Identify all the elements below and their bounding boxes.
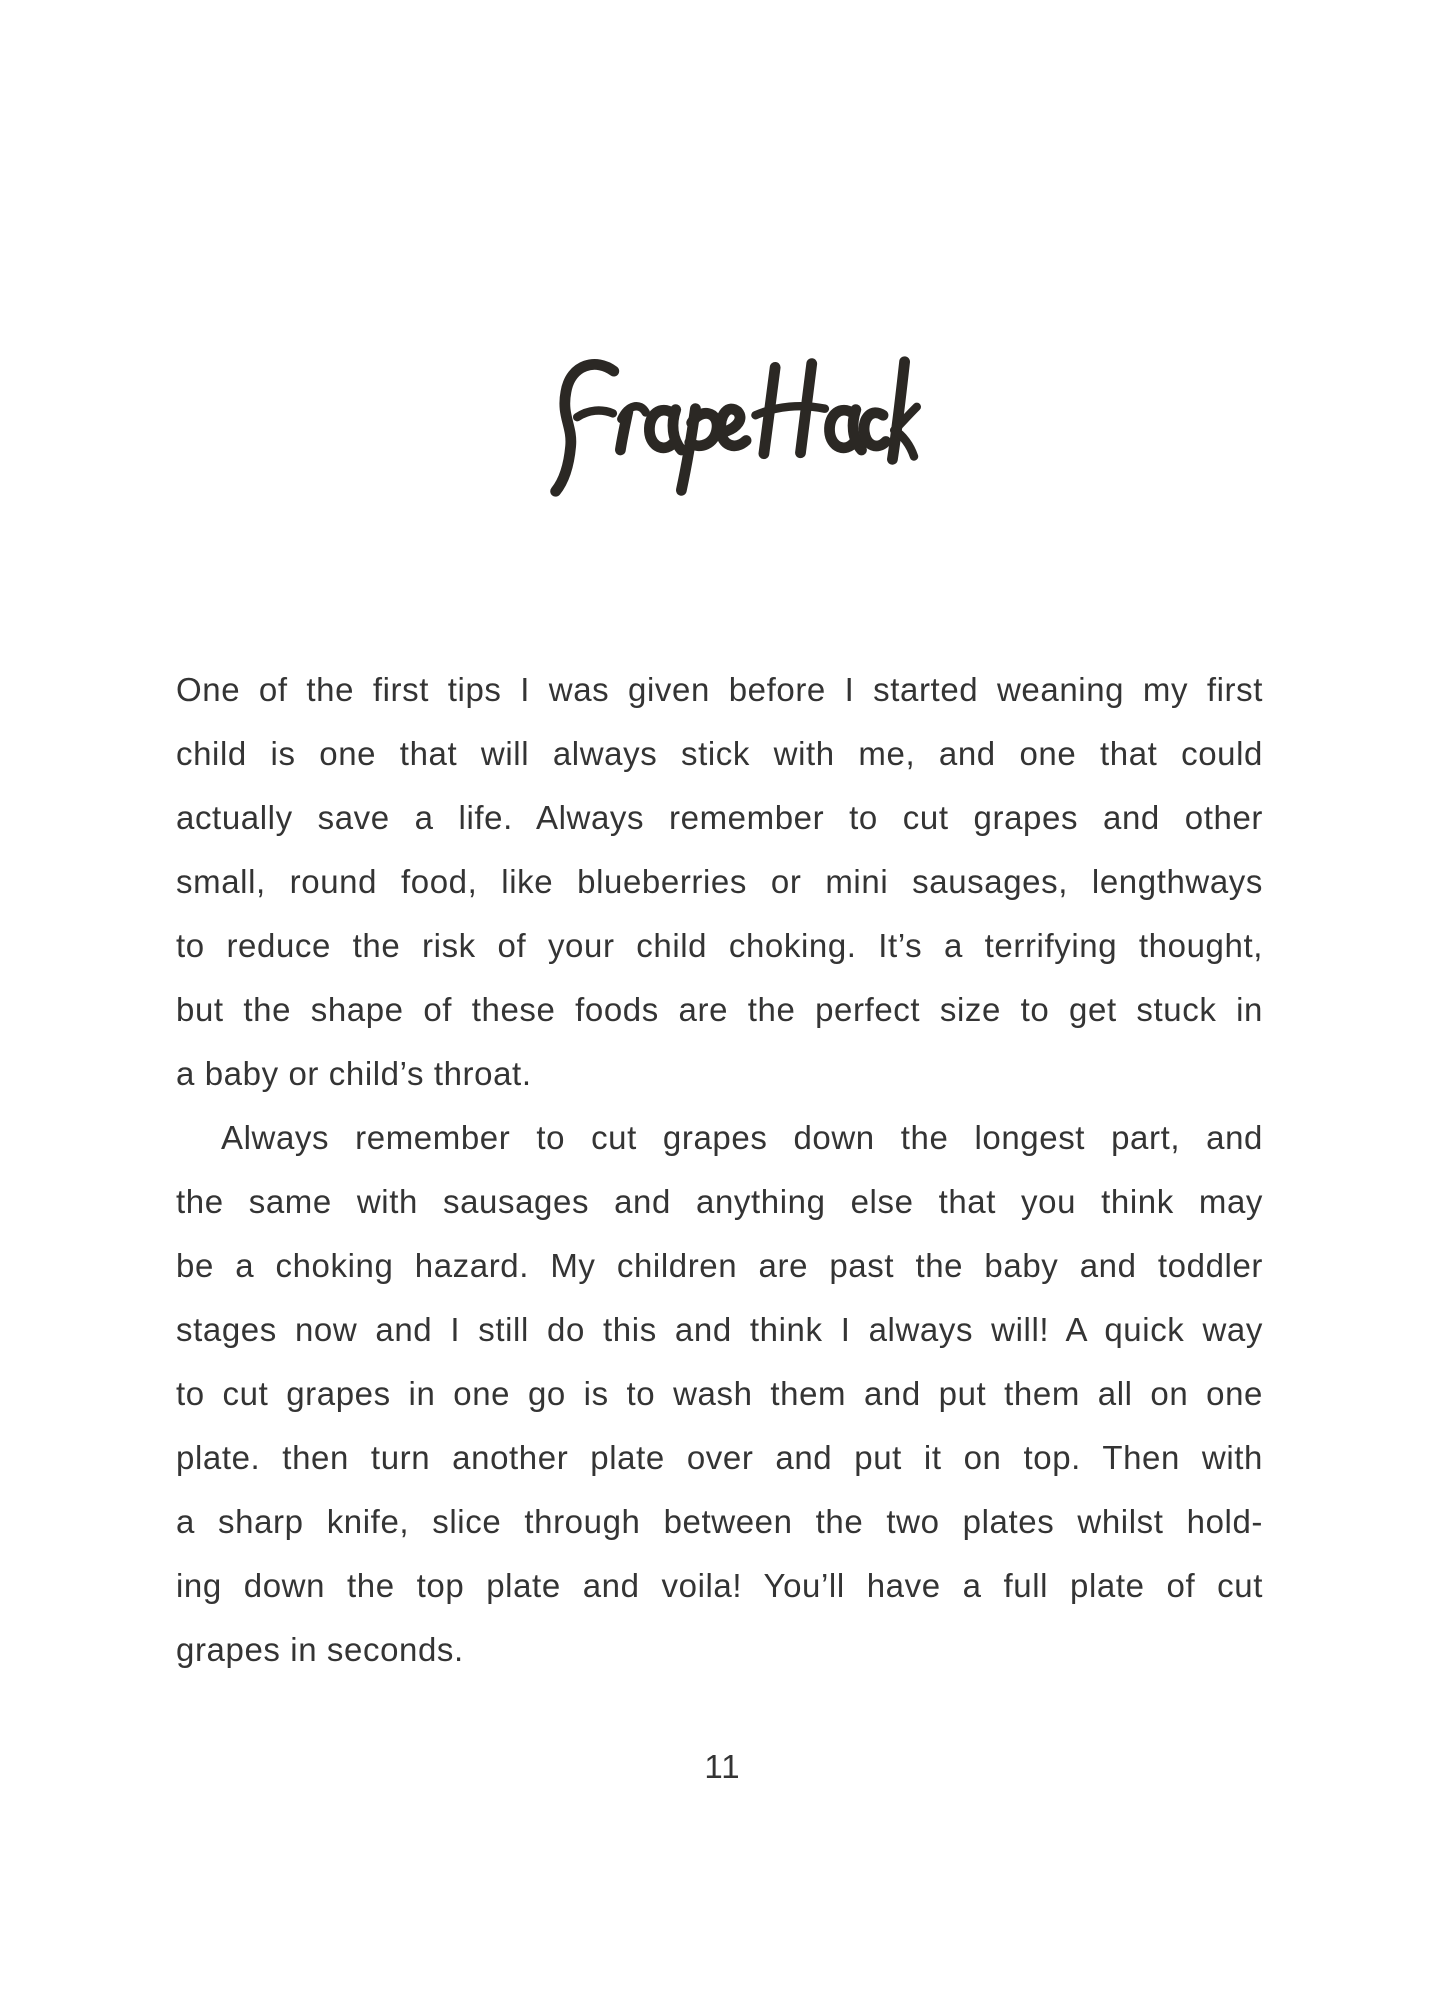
text-line: child is one that will always stick with me, and one that could [176,735,1263,772]
body-text [176,658,1263,1682]
chapter-title-text [535,497,536,498]
text-line: but the shape of these foods are the perfect size to get stuck in [176,991,1263,1028]
text-line: One of the first tips I was given before I started weaning my first [176,671,1263,708]
text-line: a baby or child’s throat. [176,1055,532,1092]
chapter-title [535,356,929,497]
text-line: the same with sausages and anything else that you think may [176,1183,1263,1220]
text-line: to reduce the risk of your child choking. It’s a terrifying thought, [176,927,1263,964]
text-line: ing down the top plate and voila! You’ll have a full plate of cut [176,1567,1263,1604]
text-line: plate. then turn another plate over and put it on top. Then with [176,1439,1263,1476]
text-line: be a choking hazard. My children are past the baby and toddler [176,1247,1263,1284]
text-line: stages now and I still do this and think I always will! A quick way [176,1311,1263,1348]
paragraph [176,658,1263,1106]
title-script-art [535,356,929,497]
text-line: grapes in seconds. [176,1631,464,1668]
text-line: to cut grapes in one go is to wash them and put them all on one [176,1375,1263,1412]
text-line: Always remember to cut grapes down the longest part, and [221,1119,1263,1156]
text-line: a sharp knife, slice through between the two plates whilst hold- [176,1503,1263,1540]
paragraph [176,1106,1263,1682]
text-line: actually save a life. Always remember to cut grapes and other [176,799,1263,836]
page-number: 11 [704,1748,741,1785]
text-line: small, round food, like blueberries or mini sausages, lengthways [176,863,1263,900]
